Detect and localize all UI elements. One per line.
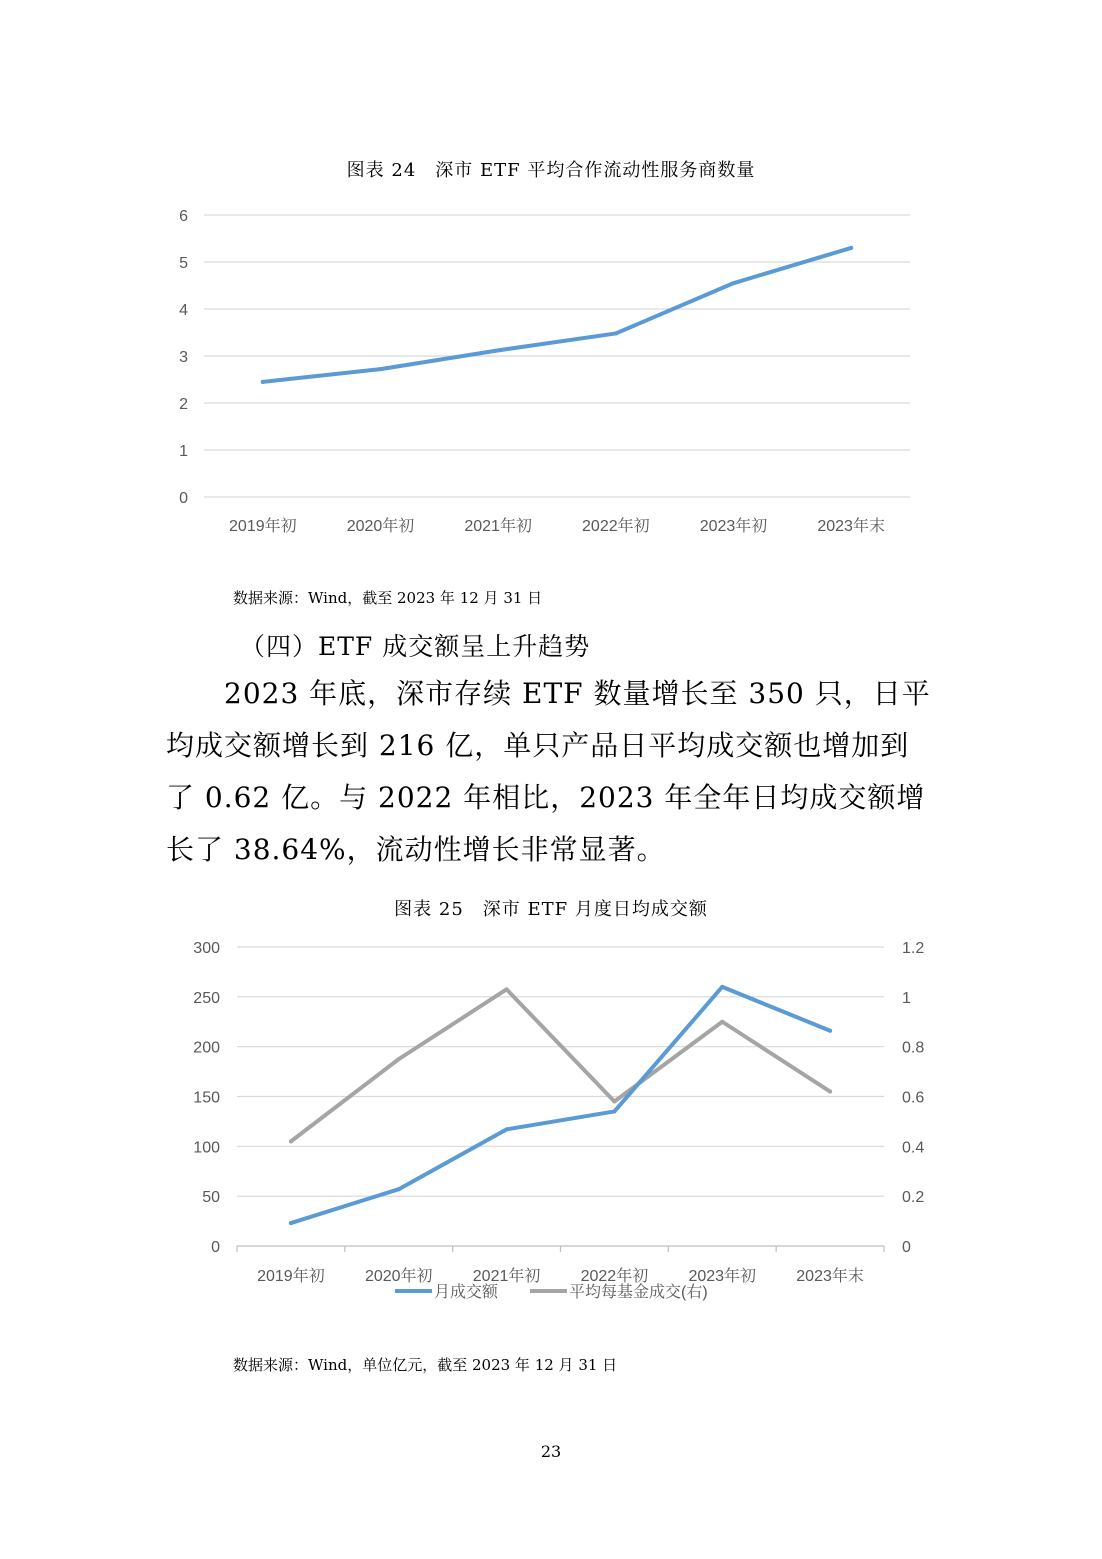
data-point [720, 985, 724, 989]
data-point [505, 987, 509, 991]
chart-25 [160, 930, 950, 1310]
y-tick-label: 250 [193, 989, 220, 1007]
data-point [849, 246, 853, 250]
y-tick-label: 1 [179, 443, 188, 460]
x-tick-label: 2023年末 [796, 1268, 864, 1285]
y2-tick-label: 0 [902, 1239, 911, 1256]
x-tick-label: 2019年初 [257, 1268, 325, 1285]
x-tick-label: 2023年末 [817, 518, 885, 535]
x-tick-label: 2019年初 [229, 518, 297, 535]
y2-tick-label: 0.6 [902, 1089, 925, 1107]
figure-24-source: 数据来源：Wind，截至 2023 年 12 月 31 日 [233, 589, 543, 607]
y-tick-label: 0 [179, 490, 188, 507]
y-tick-label: 6 [179, 208, 188, 225]
section-heading: （四）ETF 成交额呈上升趋势 [240, 632, 591, 661]
y-tick-label: 100 [193, 1139, 220, 1157]
y2-tick-label: 0.4 [902, 1139, 925, 1157]
x-tick-label: 2022年初 [582, 518, 650, 535]
data-point [828, 1090, 832, 1094]
y-tick-label: 50 [202, 1189, 220, 1207]
y-tick-label: 5 [179, 255, 188, 272]
legend-label-average-per-fund: 平均每基金成交(右) [569, 1284, 708, 1301]
x-tick-label: 2020年初 [346, 518, 415, 535]
legend-label-monthly-turnover: 月成交额 [434, 1284, 499, 1301]
page-number: 23 [540, 1442, 562, 1461]
y-tick-label: 150 [193, 1089, 220, 1107]
data-point [496, 348, 500, 352]
figure-25-caption: 图表 25 深市 ETF 月度日均成交额 [394, 899, 708, 920]
x-tick-label: 2022年初 [580, 1268, 649, 1285]
data-point [614, 331, 618, 335]
series-line-monthly-turnover [291, 987, 830, 1223]
y-tick-label: 0 [211, 1239, 220, 1256]
y2-tick-label: 0.8 [902, 1039, 925, 1057]
data-point [505, 1127, 509, 1131]
y-tick-label: 4 [179, 302, 188, 319]
x-tick-label: 2021年初 [472, 1268, 541, 1285]
y-tick-label: 2 [179, 396, 188, 413]
data-point [289, 1139, 293, 1143]
figure-24-caption: 图表 24 深市 ETF 平均合作流动性服务商数量 [346, 160, 756, 181]
x-tick-label: 2021年初 [464, 518, 532, 535]
x-tick-label: 2023年初 [699, 518, 768, 535]
body-paragraph: 2023 年底，深市存续 ETF 数量增长至 350 只，日平均成交额增长到 216 亿，单只产品日平均成交额也增加到了 0.62 亿。与 2022 年相比，2023 年全年日均成交额增长了 38.64%，流动性增长非常显著。 [166, 677, 931, 866]
data-point [397, 1187, 401, 1191]
data-point [397, 1057, 401, 1061]
y-tick-label: 300 [193, 940, 220, 957]
data-point [261, 380, 265, 384]
y-tick-label: 200 [193, 1039, 220, 1057]
data-point [828, 1029, 832, 1033]
data-point [732, 281, 736, 285]
x-tick-label: 2020年初 [364, 1268, 433, 1285]
data-point [612, 1109, 616, 1113]
y-tick-label: 3 [179, 349, 188, 366]
data-point [379, 367, 383, 371]
figure-25-source: 数据来源：Wind，单位亿元，截至 2023 年 12 月 31 日 [233, 1356, 618, 1374]
x-tick-label: 2023年初 [688, 1268, 757, 1285]
data-point [720, 1020, 724, 1024]
chart-24 [160, 195, 940, 555]
series-line [263, 248, 851, 382]
data-point [289, 1221, 293, 1225]
y2-tick-label: 0.2 [902, 1189, 925, 1207]
data-point [612, 1099, 616, 1103]
y2-tick-label: 1 [902, 989, 911, 1007]
y2-tick-label: 1.2 [902, 940, 925, 957]
